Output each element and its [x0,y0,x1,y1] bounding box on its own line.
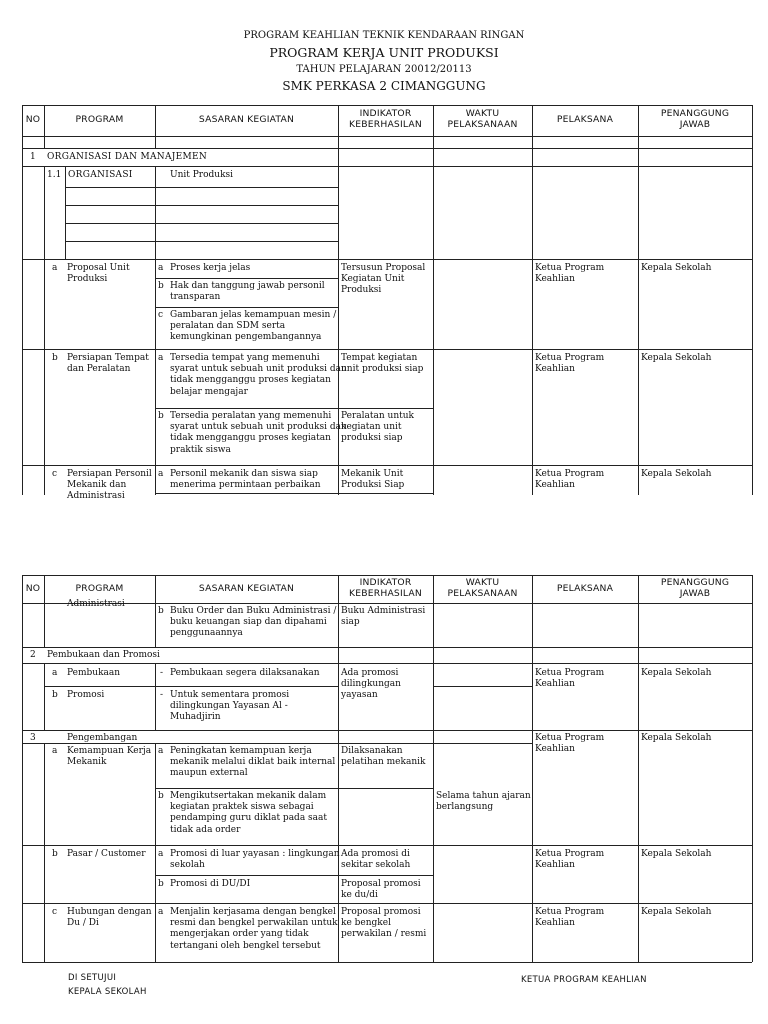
sasaran-dash: - [160,668,164,678]
program-name: Hubungan dengan Du / Di [67,907,152,929]
col-header-waktu: WAKTU PELAKSANAAN [447,577,518,599]
sasaran-text: Promosi di luar yayasan : lingkungan sekolah [170,849,340,871]
subsection-number: 1.1 [47,170,62,180]
penanggung-jawab-text: Kepala Sekolah [641,733,712,743]
col-header-pelaksana: PELAKSANA [556,583,614,594]
section-title: ORGANISASI DAN MANAJEMEN [47,152,208,162]
item-letter: b [52,353,58,363]
penanggung-jawab-text: Kepala Sekolah [641,849,712,859]
indikator-text: Mekanik Unit Produksi Siap [341,469,405,491]
waktu-text: Selama tahun ajaran berlangsung [436,791,531,813]
col-header-sasaran: SASARAN KEGIATAN [198,583,295,594]
sasaran-text: Proses kerja jelas [170,263,251,273]
section-title: Pembukaan dan Promosi [47,650,160,660]
sasaran-text: Tersedia peralatan yang memenuhi syarat untuk sebuah unit produksi dan tidak mengganggu proses kegiatan praktik siswa [170,411,347,455]
item-letter: a [52,746,58,756]
title-program-keahlian: PROGRAM KEAHLIAN TEKNIK KENDARAAN RINGAN [243,30,525,41]
col-header-pelaksana: PELAKSANA [556,114,614,125]
penanggung-jawab-text: Kepala Sekolah [641,469,712,479]
pelaksana-text: Ketua Program Keahlian [535,263,605,285]
program-name: Persiapan Personil Mekanik dan Administrasi [67,469,152,502]
subsection-title: ORGANISASI [68,170,133,180]
section-number: 1 [30,152,36,162]
penanggung-jawab-text: Kepala Sekolah [641,668,712,678]
sasaran-letter: b [158,411,164,421]
head-of-program-signature: KETUA PROGRAM KEAHLIAN [521,975,647,985]
penanggung-jawab-text: Kepala Sekolah [641,907,712,917]
col-header-penanggung-jawab: PENANGGUNG JAWAB [660,577,730,599]
title-tahun-pelajaran: TAHUN PELAJARAN 20012/20113 [296,64,472,75]
sasaran-text: Promosi di DU/DI [170,879,251,889]
section-number: 2 [30,650,36,660]
item-letter: a [52,263,58,273]
indikator-text: Tempat kegiatan unit produksi siap [341,353,424,375]
sasaran-text: Untuk sementara promosi dilingkungan Yayasan Al - Muhadjirin [170,690,290,723]
col-header-indikator: INDIKATOR KEBERHASILAN [349,577,422,599]
indikator-text: Dilaksanakan pelatihan mekanik [341,746,426,768]
approval-block [68,971,147,999]
approval-title: KEPALA SEKOLAH [68,987,147,997]
clipped-row-c [22,466,753,502]
sasaran-text: Gambaran jelas kemampuan mesin / peralatan dan SDM serta kemungkinan pengembangannya [170,310,337,343]
program-name: Pembukaan [67,668,121,678]
penanggung-jawab-text: Kepala Sekolah [641,263,712,273]
indikator-text: Proposal promosi ke bengkel perwakilan / resmi [341,907,427,940]
sasaran-text: Tersedia tempat yang memenuhi syarat untuk sebuah unit produksi dan tidak mengganggu proses kegiatan belajar mengajar [170,353,347,397]
sasaran-text: Pembukaan segera dilaksanakan [170,668,320,678]
col-header-penanggung-jawab: PENANGGUNG JAWAB [660,108,730,130]
sasaran-letter: a [158,263,164,273]
item-letter: b [52,849,58,859]
sasaran-letter: c [158,310,164,320]
sasaran-text: Peningkatan kemampuan kerja mekanik melalui diklat baik internal maupun external [170,746,336,779]
pelaksana-text: Ketua Program Keahlian [535,849,605,871]
col-header-program: PROGRAM [75,583,124,594]
indikator-text: Ada promosi dilingkungan yayasan [341,668,401,701]
sasaran-dash: - [160,690,164,700]
sasaran-letter: a [158,469,164,479]
indikator-text: Peralatan untuk kegiatan unit produksi siap [341,411,414,444]
sasaran-letter: a [158,849,164,859]
sasaran-text: Menjalin kerjasama dengan bengkel resmi dan bengkel perwakilan untuk mengerjakan order yang tidak tertangani oleh bengkel tersebut [170,907,338,951]
sasaran-letter: b [158,606,164,616]
indikator-text: Buku Administrasi siap [341,606,426,628]
program-name: Proposal Unit Produksi [67,263,130,285]
pelaksana-text: Ketua Program Keahlian [535,469,605,491]
section-title: Pengembangan [67,733,138,743]
item-letter: c [52,907,58,917]
title-program-kerja: PROGRAM KERJA UNIT PRODUKSI [269,45,499,60]
item-letter: c [52,469,58,479]
sasaran-text: Hak dan tanggung jawab personil transparan [170,281,325,303]
sasaran-letter: a [158,907,164,917]
sasaran-text: Buku Order dan Buku Administrasi / buku keuangan siap dan dipahami penggunaannya [170,606,337,639]
sasaran-letter: a [158,746,164,756]
item-letter: a [52,668,58,678]
indikator-text: Proposal promosi ke du/di [341,879,421,901]
sasaran-letter: b [158,879,164,889]
program-name: Persiapan Tempat dan Peralatan [67,353,149,375]
pelaksana-text: Ketua Program Keahlian [535,907,605,929]
program-name: Pasar / Customer [67,849,146,859]
col-header-no: NO [25,583,41,594]
col-header-sasaran: SASARAN KEGIATAN [198,114,295,125]
col-header-no: NO [25,114,41,125]
col-header-indikator: INDIKATOR KEBERHASILAN [349,108,422,130]
col-header-waktu: WAKTU PELAKSANAAN [447,108,518,130]
indikator-text: Ada promosi di sekitar sekolah [341,849,411,871]
clipped-continuation [44,599,154,616]
program-name: Promosi [67,690,105,700]
program-name: Kemampuan Kerja Mekanik [67,746,152,768]
pelaksana-text: Ketua Program Keahlian [535,733,605,755]
sasaran-text: Unit Produksi [170,170,234,180]
section-number: 3 [30,733,36,743]
pelaksana-text: Ketua Program Keahlian [535,353,605,375]
penanggung-jawab-text: Kepala Sekolah [641,353,712,363]
sasaran-letter: b [158,281,164,291]
indikator-text: Tersusun Proposal Kegiatan Unit Produksi [341,263,426,296]
sasaran-text: Personil mekanik dan siswa siap menerima permintaan perbaikan [170,469,321,491]
sasaran-letter: b [158,791,164,801]
pelaksana-text: Ketua Program Keahlian [535,668,605,690]
item-letter: b [52,690,58,700]
sasaran-text: Mengikutsertakan mekanik dalam kegiatan praktek siswa sebagai pendamping guru diklat pada saat tidak ada order [170,791,328,835]
sasaran-letter: a [158,353,164,363]
program-name: Administrasi [67,599,125,609]
title-school-name: SMK PERKASA 2 CIMANGGUNG [282,79,486,93]
col-header-program: PROGRAM [75,114,124,125]
approval-label: DI SETUJUI [68,973,117,983]
